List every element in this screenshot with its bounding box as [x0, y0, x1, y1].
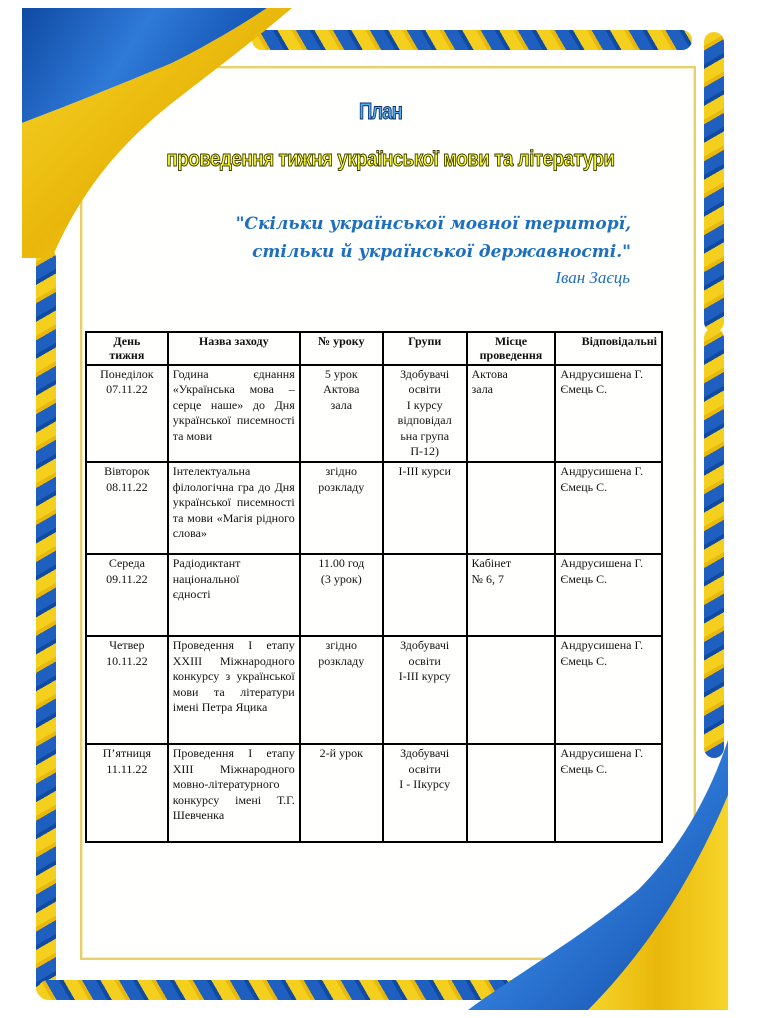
quote-author: Іван Заєць — [555, 268, 630, 287]
cell-responsible: Андрусишена Г. Ємець С. — [555, 744, 662, 842]
cell-lesson: 11.00 год (3 урок) — [300, 554, 383, 636]
cell-day: Середа 09.11.22 — [86, 554, 168, 636]
cell-event: Інтелектуальна філологічна гра до Дня української писемності та мови «Магія рідного слова» — [168, 462, 300, 554]
quote-line-2: стільки й української державності." — [252, 242, 631, 262]
table-row — [86, 636, 662, 744]
cell-place: Актова зала — [467, 365, 556, 462]
ribbon-border-right-lower — [704, 328, 724, 758]
cell-groups: Здобувачі освіти І-ІІІ курсу — [383, 636, 467, 744]
cell-groups — [383, 554, 467, 636]
cell-lesson: згідно розкладу — [300, 636, 383, 744]
cell-day: Четвер 10.11.22 — [86, 636, 168, 744]
cell-day: П’ятниця 11.11.22 — [86, 744, 168, 842]
header-day: День тижня — [86, 332, 168, 365]
cell-lesson: 2-й урок — [300, 744, 383, 842]
plan-table — [85, 331, 663, 843]
header-event: Назва заходу — [168, 332, 300, 365]
epigraph-quote — [236, 210, 631, 266]
ribbon-border-right — [704, 32, 724, 332]
header-lesson: № уроку — [300, 332, 383, 365]
cell-groups: Здобувачі освіти І - ІІкурсу — [383, 744, 467, 842]
table-header-row — [86, 332, 662, 365]
cell-responsible: Андрусишена Г. Ємець С. — [555, 554, 662, 636]
cell-place — [467, 636, 556, 744]
cell-event: Година єднання «Українська мова – серце наше» до Дня української писемності та мови — [168, 365, 300, 462]
table-row — [86, 744, 662, 842]
cell-groups: І-ІІІ курси — [383, 462, 467, 554]
cell-lesson: 5 урок Актова зала — [300, 365, 383, 462]
quote-line-1: "Скільки української мовної територї, — [235, 214, 631, 234]
cell-event: Радіодиктант національної єдності — [168, 554, 300, 636]
table-row — [86, 365, 662, 462]
cell-responsible: Андрусишена Г. Ємець С. — [555, 636, 662, 744]
cell-lesson: згідно розкладу — [300, 462, 383, 554]
cell-groups: Здобувачі освіти І курсу відповідал ьна група П-12) — [383, 365, 467, 462]
ribbon-border-left — [36, 248, 56, 998]
cell-day: Понеділок 07.11.22 — [86, 365, 168, 462]
cell-responsible: Андрусишена Г. Ємець С. — [555, 365, 662, 462]
header-responsible: Відповідальні — [555, 332, 662, 365]
cell-event: Проведення І етапу ХХІІІ Міжнародного конкурсу з української мови та літератури імені Петра Яцика — [168, 636, 300, 744]
page-subtitle: проведення тижня української мови та літератури — [166, 146, 615, 171]
header-groups: Групи — [383, 332, 467, 365]
cell-responsible: Андрусишена Г. Ємець С. — [555, 462, 662, 554]
table-row — [86, 554, 662, 636]
page-title: План — [358, 98, 403, 124]
cell-day: Вівторок 08.11.22 — [86, 462, 168, 554]
cell-place — [467, 462, 556, 554]
cell-event: Проведення І етапу ХІІІ Міжнародного мовно-літературного конкурсу імені Т.Г. Шевченка — [168, 744, 300, 842]
cell-place: Кабінет № 6, 7 — [467, 554, 556, 636]
header-place: Місце проведення — [467, 332, 556, 365]
table-row — [86, 462, 662, 554]
cell-place — [467, 744, 556, 842]
